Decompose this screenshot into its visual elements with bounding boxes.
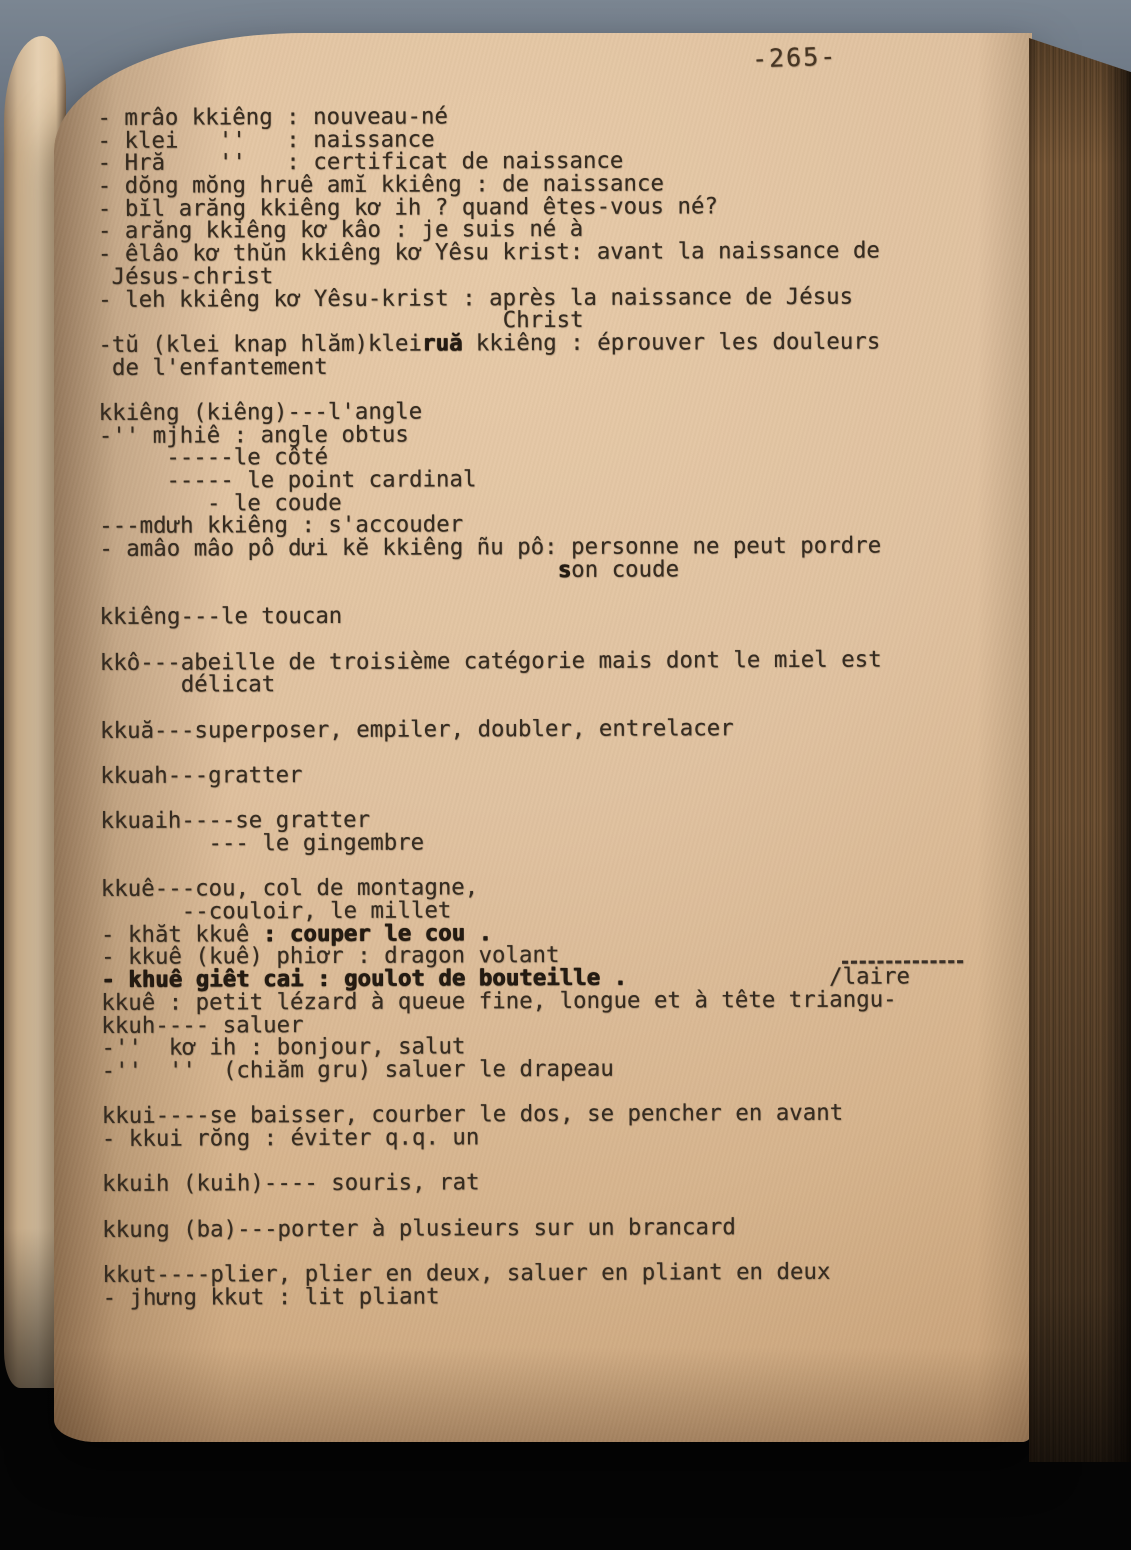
text-segment: -tŭ (klei knap hlăm)klei	[98, 330, 423, 358]
text-segment: Jésus-christ	[98, 263, 274, 290]
text-segment: --couloir, le millet	[100, 897, 452, 926]
text-segment: - amâo mâo pô dưi kĕ kkiêng ñu pô: personne ne peut pordre	[99, 532, 882, 563]
text-segment: kkô---abeille de troisième catégorie mais dont le miel est	[99, 646, 882, 676]
text-segment: ---mdưh kkiêng : s'accouder	[99, 511, 464, 540]
text-segment: de l'enfantement	[98, 353, 328, 381]
text-line	[100, 648, 1000, 675]
text-segment: - jhưng kkut : lit pliant	[102, 1283, 440, 1311]
text-segment: kkuă---superposer, empiler, doubler, entrelacer	[100, 714, 734, 744]
text-segment: - klei '' : naissance	[97, 126, 435, 154]
text-segment: kkut----plier, plier en deux, saluer en pliant en deux	[102, 1258, 831, 1289]
text-segment	[99, 557, 557, 585]
text-segment: - le coude	[99, 489, 342, 517]
text-segment: kkuê : petit lézard à queue fine, longue et à tête triangu-	[101, 986, 897, 1016]
text-segment: -'' kơ ih : bonjour, salut	[101, 1033, 466, 1062]
book-fore-edge	[1029, 38, 1131, 1462]
text-segment: /	[626, 963, 843, 991]
text-segment: kkuh---- saluer	[101, 1011, 304, 1039]
text-segment: kkui----se baisser, courber le dos, se pencher en avant	[101, 1099, 844, 1130]
text-segment: ----- le point cardinal	[98, 466, 477, 494]
text-segment: on coude	[571, 556, 680, 583]
text-segment: kkuaih----se gratter	[100, 807, 371, 835]
text-segment: kkiêng---le toucan	[99, 603, 343, 631]
text-segment: : couper le cou .	[262, 920, 492, 948]
text-segment: - khuê giêt cai : goulot de bouteille .	[101, 964, 627, 994]
text-segment: -----le côté	[98, 444, 329, 472]
text-segment: kkuê---cou, col de montagne,	[100, 874, 479, 903]
text-segment: - kkui rŏng : éviter q.q. un	[101, 1124, 480, 1152]
text-segment: - bĭl arăng kkiêng kơ ih ? quand êtes-vous né?	[97, 193, 718, 222]
page-number: -265-	[751, 41, 838, 74]
text-segment: délicat	[99, 671, 276, 699]
text-segment: kkuih (kuih)---- souris, rat	[102, 1169, 480, 1198]
text-segment: s	[557, 556, 572, 583]
text-segment: - mrâo kkiêng : nouveau-né	[97, 103, 448, 131]
text-segment: kkiêng (kiêng)---l'angle	[98, 398, 423, 426]
text-segment: - arăng kkiêng kơ kâo : je suis né à	[97, 216, 584, 245]
text-segment: ruă	[421, 330, 463, 357]
text-segment: - khăt kkuê	[100, 921, 263, 948]
text-segment: kkiêng : éprouver les douleurs	[462, 328, 881, 357]
text-segment: kkung (ba)---porter à plusieurs sur un brancard	[102, 1213, 736, 1243]
book-page	[54, 33, 1032, 1442]
text-segment: - kkuê (kuê) phiơr : dragon volant	[101, 942, 560, 971]
text-segment: - leh kkiêng kơ Yêsu-krist : après la naissance de Jésus	[98, 283, 854, 313]
text-segment: --- le gingembre	[100, 829, 425, 857]
text-line	[98, 239, 998, 266]
text-segment: - Hră '' : certificat de naissance	[97, 148, 624, 177]
text-line	[101, 988, 1001, 1015]
text-line	[103, 1283, 1003, 1310]
text-segment: -'' mjhiê : angle obtus	[98, 421, 409, 449]
text-segment: laire	[842, 963, 964, 990]
text-segment: - dŏng mŏng hruê amĭ kkiêng : de naissance	[97, 170, 664, 200]
text-segment: Christ	[98, 307, 584, 336]
text-segment: -'' '' (chiăm gru) saluer le drapeau	[101, 1055, 614, 1084]
text-segment: - êlâo kơ thŭn kkiêng kơ Yêsu krist: avant la naissance de	[97, 237, 880, 268]
text-segment: kkuah---gratter	[100, 762, 303, 789]
page-text	[97, 103, 1002, 1309]
text-line	[98, 330, 998, 357]
